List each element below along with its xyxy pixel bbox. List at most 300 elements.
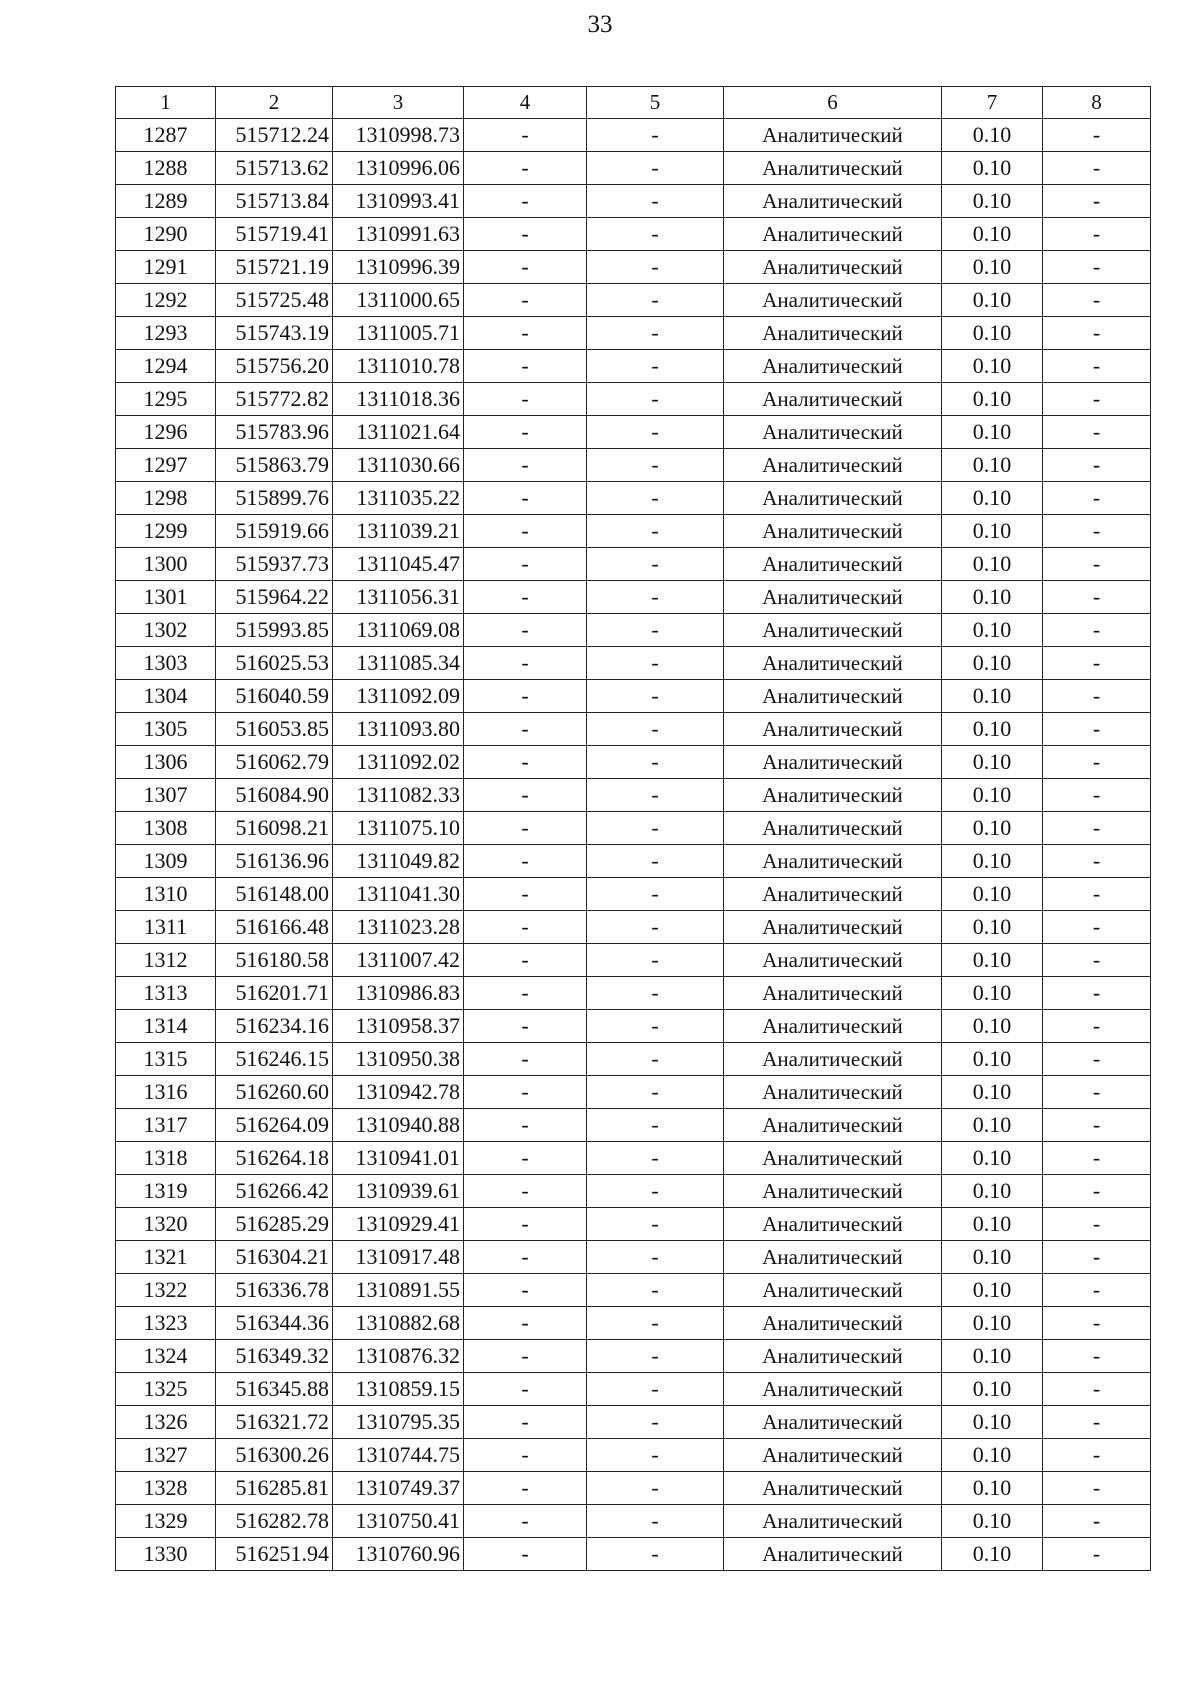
accuracy-cell: 0.10: [942, 152, 1043, 185]
table-row: [116, 944, 1151, 977]
column-5-cell: -: [587, 1043, 724, 1076]
table-row: [116, 713, 1151, 746]
column-4-cell: -: [464, 1175, 587, 1208]
coordinates-table: [115, 86, 1151, 1571]
accuracy-cell: 0.10: [942, 1043, 1043, 1076]
x-coordinate-cell: 516282.78: [216, 1505, 333, 1538]
y-coordinate-cell: 1311092.02: [333, 746, 464, 779]
column-8-cell: -: [1043, 416, 1151, 449]
method-cell: Аналитический: [724, 713, 942, 746]
accuracy-cell: 0.10: [942, 1340, 1043, 1373]
column-8-cell: -: [1043, 713, 1151, 746]
x-coordinate-cell: 516349.32: [216, 1340, 333, 1373]
point-number-cell: 1319: [116, 1175, 216, 1208]
column-5-cell: -: [587, 119, 724, 152]
point-number-cell: 1330: [116, 1538, 216, 1571]
accuracy-cell: 0.10: [942, 647, 1043, 680]
accuracy-cell: 0.10: [942, 1109, 1043, 1142]
page-number: 33: [587, 11, 613, 38]
table-row: [116, 548, 1151, 581]
accuracy-cell: 0.10: [942, 1010, 1043, 1043]
column-4-cell: -: [464, 746, 587, 779]
x-coordinate-cell: 516336.78: [216, 1274, 333, 1307]
point-number-cell: 1313: [116, 977, 216, 1010]
x-coordinate-cell: 515713.84: [216, 185, 333, 218]
y-coordinate-cell: 1311005.71: [333, 317, 464, 350]
column-5-cell: -: [587, 1505, 724, 1538]
x-coordinate-cell: 515721.19: [216, 251, 333, 284]
accuracy-cell: 0.10: [942, 911, 1043, 944]
method-cell: Аналитический: [724, 1043, 942, 1076]
method-cell: Аналитический: [724, 746, 942, 779]
column-8-cell: -: [1043, 383, 1151, 416]
table-row: [116, 1373, 1151, 1406]
accuracy-cell: 0.10: [942, 1307, 1043, 1340]
x-coordinate-cell: 516345.88: [216, 1373, 333, 1406]
table-row: [116, 1208, 1151, 1241]
method-cell: Аналитический: [724, 1208, 942, 1241]
method-cell: Аналитический: [724, 251, 942, 284]
point-number-cell: 1306: [116, 746, 216, 779]
y-coordinate-cell: 1311010.78: [333, 350, 464, 383]
accuracy-cell: 0.10: [942, 482, 1043, 515]
table-row: [116, 1241, 1151, 1274]
column-5-cell: -: [587, 944, 724, 977]
point-number-cell: 1314: [116, 1010, 216, 1043]
accuracy-cell: 0.10: [942, 746, 1043, 779]
column-4-cell: -: [464, 1538, 587, 1571]
column-4-cell: -: [464, 1208, 587, 1241]
accuracy-cell: 0.10: [942, 614, 1043, 647]
table-row: [116, 1043, 1151, 1076]
accuracy-cell: 0.10: [942, 383, 1043, 416]
point-number-cell: 1312: [116, 944, 216, 977]
method-cell: Аналитический: [724, 1340, 942, 1373]
column-8-cell: -: [1043, 845, 1151, 878]
column-8-cell: -: [1043, 680, 1151, 713]
x-coordinate-cell: 516180.58: [216, 944, 333, 977]
x-coordinate-cell: 515772.82: [216, 383, 333, 416]
column-8-cell: -: [1043, 1241, 1151, 1274]
method-cell: Аналитический: [724, 416, 942, 449]
column-8-cell: -: [1043, 944, 1151, 977]
x-coordinate-cell: 516304.21: [216, 1241, 333, 1274]
table-row: [116, 350, 1151, 383]
x-coordinate-cell: 515725.48: [216, 284, 333, 317]
column-4-cell: -: [464, 449, 587, 482]
column-5-cell: -: [587, 1076, 724, 1109]
column-5-cell: -: [587, 1208, 724, 1241]
column-8-cell: -: [1043, 1109, 1151, 1142]
column-8-cell: -: [1043, 1406, 1151, 1439]
accuracy-cell: 0.10: [942, 1076, 1043, 1109]
table-row: [116, 1307, 1151, 1340]
method-cell: Аналитический: [724, 284, 942, 317]
column-8-cell: -: [1043, 1340, 1151, 1373]
table-row: [116, 1505, 1151, 1538]
point-number-cell: 1315: [116, 1043, 216, 1076]
accuracy-cell: 0.10: [942, 350, 1043, 383]
y-coordinate-cell: 1310891.55: [333, 1274, 464, 1307]
point-number-cell: 1303: [116, 647, 216, 680]
accuracy-cell: 0.10: [942, 1472, 1043, 1505]
column-8-cell: -: [1043, 449, 1151, 482]
column-4-cell: -: [464, 482, 587, 515]
column-4-cell: -: [464, 1076, 587, 1109]
column-5-cell: -: [587, 218, 724, 251]
column-5-cell: -: [587, 911, 724, 944]
column-4-cell: -: [464, 383, 587, 416]
x-coordinate-cell: 516234.16: [216, 1010, 333, 1043]
point-number-cell: 1298: [116, 482, 216, 515]
x-coordinate-cell: 515743.19: [216, 317, 333, 350]
method-cell: Аналитический: [724, 1175, 942, 1208]
point-number-cell: 1316: [116, 1076, 216, 1109]
column-8-cell: -: [1043, 812, 1151, 845]
x-coordinate-cell: 516025.53: [216, 647, 333, 680]
accuracy-cell: 0.10: [942, 1241, 1043, 1274]
method-cell: Аналитический: [724, 119, 942, 152]
table-row: [116, 1406, 1151, 1439]
column-4-cell: -: [464, 581, 587, 614]
x-coordinate-cell: 515937.73: [216, 548, 333, 581]
point-number-cell: 1289: [116, 185, 216, 218]
y-coordinate-cell: 1310991.63: [333, 218, 464, 251]
table-row: [116, 284, 1151, 317]
column-8-cell: -: [1043, 548, 1151, 581]
column-5-cell: -: [587, 647, 724, 680]
column-5-cell: -: [587, 1538, 724, 1571]
x-coordinate-cell: 516201.71: [216, 977, 333, 1010]
column-5-cell: -: [587, 1274, 724, 1307]
column-5-cell: -: [587, 1340, 724, 1373]
y-coordinate-cell: 1311007.42: [333, 944, 464, 977]
accuracy-cell: 0.10: [942, 1142, 1043, 1175]
method-cell: Аналитический: [724, 1439, 942, 1472]
table-row: [116, 581, 1151, 614]
table-row: [116, 152, 1151, 185]
table-row: [116, 845, 1151, 878]
point-number-cell: 1323: [116, 1307, 216, 1340]
column-8-cell: -: [1043, 1010, 1151, 1043]
column-5-cell: -: [587, 1010, 724, 1043]
point-number-cell: 1324: [116, 1340, 216, 1373]
column-8-cell: -: [1043, 1373, 1151, 1406]
accuracy-cell: 0.10: [942, 878, 1043, 911]
method-cell: Аналитический: [724, 350, 942, 383]
point-number-cell: 1321: [116, 1241, 216, 1274]
column-4-cell: -: [464, 878, 587, 911]
column-4-cell: -: [464, 1505, 587, 1538]
point-number-cell: 1329: [116, 1505, 216, 1538]
method-cell: Аналитический: [724, 1076, 942, 1109]
column-4-cell: -: [464, 845, 587, 878]
column-5-cell: -: [587, 548, 724, 581]
x-coordinate-cell: 516062.79: [216, 746, 333, 779]
table-header-row: [116, 87, 1151, 119]
table-row: [116, 1109, 1151, 1142]
point-number-cell: 1320: [116, 1208, 216, 1241]
table-row: [116, 515, 1151, 548]
table-row: [116, 614, 1151, 647]
column-4-cell: -: [464, 1274, 587, 1307]
accuracy-cell: 0.10: [942, 515, 1043, 548]
column-header: 8: [1043, 87, 1151, 119]
accuracy-cell: 0.10: [942, 812, 1043, 845]
accuracy-cell: 0.10: [942, 1505, 1043, 1538]
column-8-cell: -: [1043, 1505, 1151, 1538]
column-5-cell: -: [587, 1241, 724, 1274]
y-coordinate-cell: 1310958.37: [333, 1010, 464, 1043]
x-coordinate-cell: 516321.72: [216, 1406, 333, 1439]
point-number-cell: 1326: [116, 1406, 216, 1439]
method-cell: Аналитический: [724, 1010, 942, 1043]
table-row: [116, 1010, 1151, 1043]
accuracy-cell: 0.10: [942, 1373, 1043, 1406]
y-coordinate-cell: 1310998.73: [333, 119, 464, 152]
x-coordinate-cell: 516084.90: [216, 779, 333, 812]
point-number-cell: 1317: [116, 1109, 216, 1142]
method-cell: Аналитический: [724, 218, 942, 251]
point-number-cell: 1301: [116, 581, 216, 614]
column-4-cell: -: [464, 1109, 587, 1142]
table-row: [116, 218, 1151, 251]
point-number-cell: 1292: [116, 284, 216, 317]
accuracy-cell: 0.10: [942, 317, 1043, 350]
column-5-cell: -: [587, 1406, 724, 1439]
x-coordinate-cell: 515756.20: [216, 350, 333, 383]
column-5-cell: -: [587, 317, 724, 350]
method-cell: Аналитический: [724, 614, 942, 647]
y-coordinate-cell: 1310942.78: [333, 1076, 464, 1109]
accuracy-cell: 0.10: [942, 284, 1043, 317]
column-header: 2: [216, 87, 333, 119]
x-coordinate-cell: 515964.22: [216, 581, 333, 614]
table-row: [116, 1175, 1151, 1208]
y-coordinate-cell: 1311049.82: [333, 845, 464, 878]
table-row: [116, 482, 1151, 515]
x-coordinate-cell: 516136.96: [216, 845, 333, 878]
column-5-cell: -: [587, 1175, 724, 1208]
point-number-cell: 1327: [116, 1439, 216, 1472]
method-cell: Аналитический: [724, 152, 942, 185]
method-cell: Аналитический: [724, 1109, 942, 1142]
column-8-cell: -: [1043, 119, 1151, 152]
point-number-cell: 1328: [116, 1472, 216, 1505]
table-row: [116, 746, 1151, 779]
x-coordinate-cell: 515713.62: [216, 152, 333, 185]
column-5-cell: -: [587, 383, 724, 416]
column-8-cell: -: [1043, 218, 1151, 251]
method-cell: Аналитический: [724, 1505, 942, 1538]
column-4-cell: -: [464, 1340, 587, 1373]
column-4-cell: -: [464, 1439, 587, 1472]
accuracy-cell: 0.10: [942, 1175, 1043, 1208]
column-8-cell: -: [1043, 1142, 1151, 1175]
table-row: [116, 119, 1151, 152]
accuracy-cell: 0.10: [942, 1274, 1043, 1307]
y-coordinate-cell: 1311030.66: [333, 449, 464, 482]
column-header: 6: [724, 87, 942, 119]
column-5-cell: -: [587, 845, 724, 878]
method-cell: Аналитический: [724, 1241, 942, 1274]
point-number-cell: 1310: [116, 878, 216, 911]
point-number-cell: 1308: [116, 812, 216, 845]
column-8-cell: -: [1043, 1043, 1151, 1076]
point-number-cell: 1309: [116, 845, 216, 878]
table-row: [116, 977, 1151, 1010]
accuracy-cell: 0.10: [942, 977, 1043, 1010]
table-row: [116, 449, 1151, 482]
accuracy-cell: 0.10: [942, 449, 1043, 482]
method-cell: Аналитический: [724, 548, 942, 581]
x-coordinate-cell: 515719.41: [216, 218, 333, 251]
accuracy-cell: 0.10: [942, 218, 1043, 251]
column-4-cell: -: [464, 515, 587, 548]
method-cell: Аналитический: [724, 812, 942, 845]
column-5-cell: -: [587, 680, 724, 713]
y-coordinate-cell: 1310939.61: [333, 1175, 464, 1208]
column-8-cell: -: [1043, 614, 1151, 647]
accuracy-cell: 0.10: [942, 185, 1043, 218]
column-5-cell: -: [587, 251, 724, 284]
column-8-cell: -: [1043, 1538, 1151, 1571]
y-coordinate-cell: 1310940.88: [333, 1109, 464, 1142]
y-coordinate-cell: 1311069.08: [333, 614, 464, 647]
y-coordinate-cell: 1310929.41: [333, 1208, 464, 1241]
x-coordinate-cell: 516260.60: [216, 1076, 333, 1109]
x-coordinate-cell: 516344.36: [216, 1307, 333, 1340]
column-4-cell: -: [464, 1241, 587, 1274]
x-coordinate-cell: 516166.48: [216, 911, 333, 944]
column-8-cell: -: [1043, 581, 1151, 614]
accuracy-cell: 0.10: [942, 1406, 1043, 1439]
accuracy-cell: 0.10: [942, 416, 1043, 449]
x-coordinate-cell: 516264.09: [216, 1109, 333, 1142]
column-5-cell: -: [587, 1373, 724, 1406]
table-row: [116, 1472, 1151, 1505]
column-header: 4: [464, 87, 587, 119]
y-coordinate-cell: 1310986.83: [333, 977, 464, 1010]
point-number-cell: 1325: [116, 1373, 216, 1406]
y-coordinate-cell: 1310760.96: [333, 1538, 464, 1571]
column-4-cell: -: [464, 779, 587, 812]
point-number-cell: 1304: [116, 680, 216, 713]
accuracy-cell: 0.10: [942, 119, 1043, 152]
point-number-cell: 1297: [116, 449, 216, 482]
table-row: [116, 680, 1151, 713]
column-header: 3: [333, 87, 464, 119]
column-4-cell: -: [464, 185, 587, 218]
method-cell: Аналитический: [724, 878, 942, 911]
column-5-cell: -: [587, 1439, 724, 1472]
column-5-cell: -: [587, 1472, 724, 1505]
y-coordinate-cell: 1310993.41: [333, 185, 464, 218]
method-cell: Аналитический: [724, 449, 942, 482]
x-coordinate-cell: 516246.15: [216, 1043, 333, 1076]
column-8-cell: -: [1043, 911, 1151, 944]
table-row: [116, 251, 1151, 284]
y-coordinate-cell: 1310795.35: [333, 1406, 464, 1439]
point-number-cell: 1288: [116, 152, 216, 185]
column-8-cell: -: [1043, 1307, 1151, 1340]
accuracy-cell: 0.10: [942, 713, 1043, 746]
column-5-cell: -: [587, 449, 724, 482]
column-4-cell: -: [464, 944, 587, 977]
column-8-cell: -: [1043, 515, 1151, 548]
column-8-cell: -: [1043, 878, 1151, 911]
accuracy-cell: 0.10: [942, 1538, 1043, 1571]
accuracy-cell: 0.10: [942, 548, 1043, 581]
y-coordinate-cell: 1310996.39: [333, 251, 464, 284]
column-5-cell: -: [587, 1109, 724, 1142]
column-8-cell: -: [1043, 1472, 1151, 1505]
column-8-cell: -: [1043, 1208, 1151, 1241]
y-coordinate-cell: 1311021.64: [333, 416, 464, 449]
column-5-cell: -: [587, 482, 724, 515]
y-coordinate-cell: 1310876.32: [333, 1340, 464, 1373]
column-4-cell: -: [464, 548, 587, 581]
column-4-cell: -: [464, 284, 587, 317]
point-number-cell: 1296: [116, 416, 216, 449]
method-cell: Аналитический: [724, 779, 942, 812]
column-8-cell: -: [1043, 647, 1151, 680]
column-4-cell: -: [464, 1142, 587, 1175]
column-4-cell: -: [464, 1043, 587, 1076]
method-cell: Аналитический: [724, 944, 942, 977]
y-coordinate-cell: 1311082.33: [333, 779, 464, 812]
column-8-cell: -: [1043, 482, 1151, 515]
method-cell: Аналитический: [724, 647, 942, 680]
x-coordinate-cell: 515899.76: [216, 482, 333, 515]
point-number-cell: 1295: [116, 383, 216, 416]
column-5-cell: -: [587, 515, 724, 548]
column-5-cell: -: [587, 1307, 724, 1340]
column-5-cell: -: [587, 713, 724, 746]
y-coordinate-cell: 1310917.48: [333, 1241, 464, 1274]
column-4-cell: -: [464, 680, 587, 713]
column-8-cell: -: [1043, 251, 1151, 284]
column-4-cell: -: [464, 1472, 587, 1505]
column-8-cell: -: [1043, 1175, 1151, 1208]
column-header: 5: [587, 87, 724, 119]
method-cell: Аналитический: [724, 977, 942, 1010]
column-8-cell: -: [1043, 779, 1151, 812]
column-4-cell: -: [464, 614, 587, 647]
x-coordinate-cell: 516251.94: [216, 1538, 333, 1571]
table-row: [116, 878, 1151, 911]
column-4-cell: -: [464, 1010, 587, 1043]
point-number-cell: 1305: [116, 713, 216, 746]
y-coordinate-cell: 1310996.06: [333, 152, 464, 185]
column-4-cell: -: [464, 1406, 587, 1439]
method-cell: Аналитический: [724, 680, 942, 713]
y-coordinate-cell: 1311093.80: [333, 713, 464, 746]
point-number-cell: 1291: [116, 251, 216, 284]
y-coordinate-cell: 1310859.15: [333, 1373, 464, 1406]
column-4-cell: -: [464, 812, 587, 845]
x-coordinate-cell: 515919.66: [216, 515, 333, 548]
column-8-cell: -: [1043, 746, 1151, 779]
column-4-cell: -: [464, 1373, 587, 1406]
y-coordinate-cell: 1311075.10: [333, 812, 464, 845]
y-coordinate-cell: 1311045.47: [333, 548, 464, 581]
x-coordinate-cell: 516300.26: [216, 1439, 333, 1472]
column-8-cell: -: [1043, 284, 1151, 317]
y-coordinate-cell: 1311041.30: [333, 878, 464, 911]
column-5-cell: -: [587, 977, 724, 1010]
column-5-cell: -: [587, 284, 724, 317]
